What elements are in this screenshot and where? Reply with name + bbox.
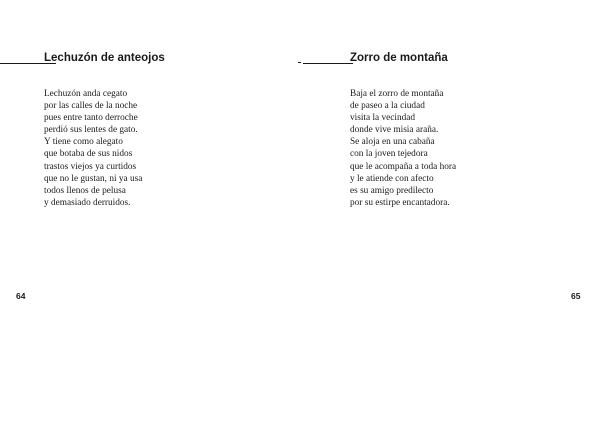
poem-title: Lechuzón de anteojos — [44, 52, 165, 64]
poem-line: que botaba de sus nidos — [44, 149, 133, 160]
poem-line: Lechuzón anda cegato — [44, 89, 128, 99]
poem-line: visita la vecindad — [350, 113, 416, 124]
poem-line: y le atiende con afecto — [350, 173, 434, 184]
poem-line: es su amigo predilecto — [350, 185, 434, 196]
poem-title: Zorro de montaña — [350, 52, 448, 64]
page-number: 64 — [16, 291, 26, 301]
poem-line: que no le gustan, ni ya usa — [44, 173, 143, 184]
title-rule-tick — [298, 62, 301, 63]
poem-line: todos llenos de pelusa — [44, 185, 126, 196]
poem-line: de paseo a la ciudad — [350, 101, 425, 112]
poem-line: perdió sus lentes de gato. — [44, 125, 138, 136]
poem-line: con la joven tejedora — [350, 149, 428, 160]
poem-line: por su estirpe encantadora. — [350, 197, 450, 208]
poem-line: y demasiado derruidos. — [44, 197, 131, 208]
poem-line: Baja el zorro de montaña — [350, 89, 444, 99]
poem-line: trastos viejos ya curtidos — [44, 161, 137, 172]
poem-line: Y tiene como alegato — [44, 137, 123, 148]
title-rule — [303, 63, 353, 64]
page-number: 65 — [571, 291, 581, 301]
poem-line: que le acompaña a toda hora — [350, 161, 457, 172]
poem-text — [44, 88, 142, 209]
poem-line: donde vive misia araña. — [350, 125, 439, 136]
poem-line: Se aloja en una cabaña — [350, 137, 435, 148]
poem-line: pues entre tanto derroche — [44, 113, 138, 124]
poem-text — [350, 88, 456, 209]
right-page — [300, 0, 600, 440]
poem-line: por las calles de la noche — [44, 101, 138, 112]
